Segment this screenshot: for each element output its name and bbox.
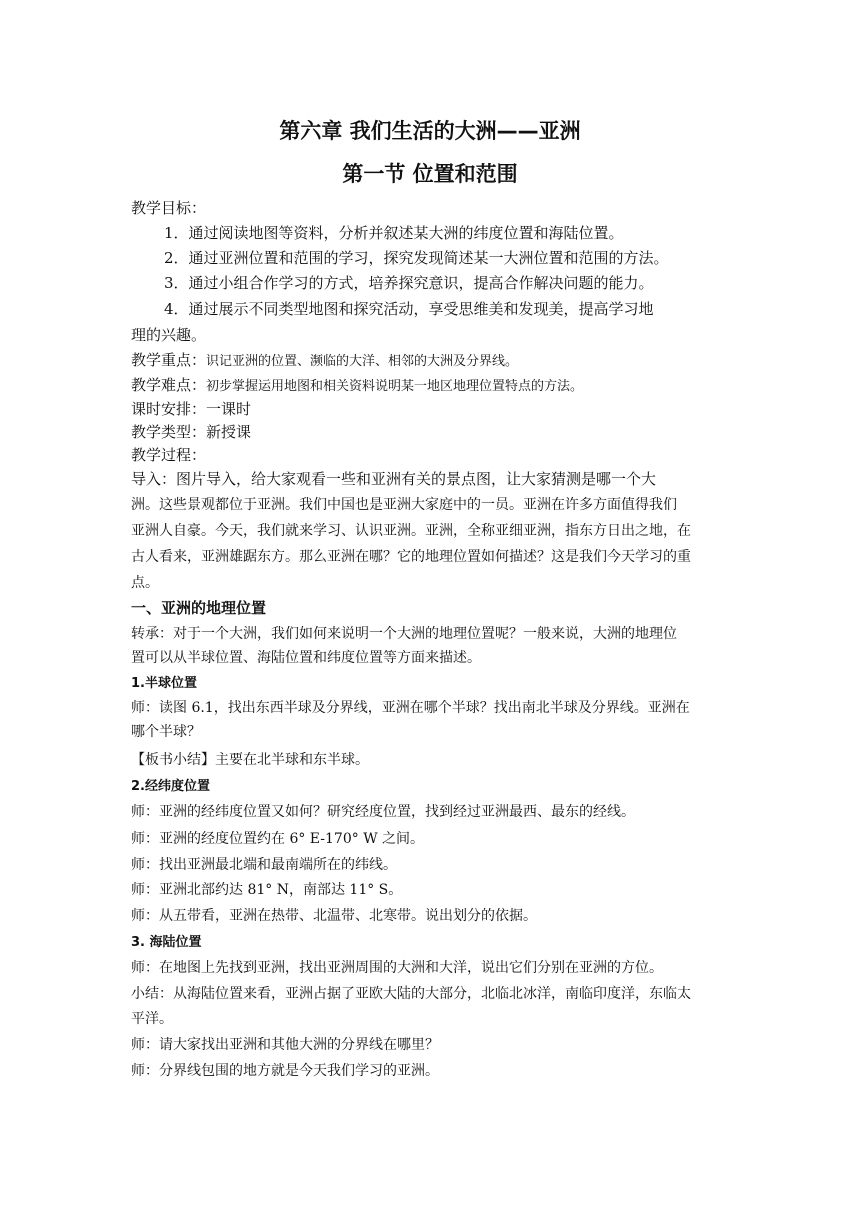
objective-1: 1．通过阅读地图等资料，分析并叙述某大洲的纬度位置和海陆位置。: [164, 224, 624, 242]
latlon-line: 师：亚洲北部约达 81° N，南部达 11° S。: [131, 882, 403, 898]
subheading-sea-land: 3. 海陆位置: [131, 935, 202, 950]
difficulty-text: 初步掌握运用地图和相关资料说明某一地区地理位置特点的方法。: [206, 379, 584, 394]
hemisphere-line: 师：读图 6.1，找出东西半球及分界线，亚洲在哪个半球？找出南北半球及分界线。亚洲在: [131, 700, 690, 716]
subheading-latlon: 2.经纬度位置: [131, 779, 210, 794]
sea-land-line: 师：分界线包围的地方就是今天我们学习的亚洲。: [131, 1063, 439, 1079]
intro-line: 导入：图片导入，给大家观看一些和亚洲有关的景点图，让大家猜测是哪一个大: [131, 470, 657, 488]
key-label: 教学重点：: [131, 351, 207, 369]
transition-line: 转承：对于一个大洲，我们如何来说明一个大洲的地理位置呢？一般来说，大洲的地理位: [131, 626, 677, 642]
board-summary: 【板书小结】主要在北半球和东半球。: [131, 752, 369, 768]
chapter-title: 第六章 我们生活的大洲——亚洲: [279, 119, 581, 143]
latlon-line: 师：从五带看，亚洲在热带、北温带、北寒带。说出划分的依据。: [131, 908, 537, 924]
latlon-line: 师：找出亚洲最北端和最南端所在的纬线。: [131, 857, 397, 873]
objective-4: 4．通过展示不同类型地图和探究活动，享受思维美和发现美，提高学习地: [164, 300, 654, 318]
intro-line: 洲。这些景观都位于亚洲。我们中国也是亚洲大家庭中的一员。亚洲在许多方面值得我们: [131, 497, 677, 513]
process-label: 教学过程：: [131, 446, 207, 464]
key-point: [131, 349, 731, 373]
transition-line: 置可以从半球位置、海陆位置和纬度位置等方面来描述。: [131, 650, 481, 666]
objective-2: 2．通过亚洲位置和范围的学习，探究发现简述某一大洲位置和范围的方法。: [164, 249, 669, 267]
lesson-type: 教学类型：新授课: [131, 423, 252, 441]
hemisphere-line: 哪个半球？: [131, 724, 201, 740]
sea-land-line: 师：在地图上先找到亚洲，找出亚洲周围的大洲和大洋，说出它们分别在亚洲的方位。: [131, 960, 663, 976]
objectives-label: 教学目标：: [131, 199, 207, 217]
sea-land-line: 平洋。: [131, 1011, 173, 1027]
section-heading: 一、亚洲的地理位置: [131, 599, 267, 617]
intro-line: 亚洲人自豪。今天，我们就来学习、认识亚洲。亚洲，全称亚细亚洲，指东方日出之地，在: [131, 523, 691, 539]
latlon-line: 师：亚洲的经纬度位置又如何？研究经度位置，找到经过亚洲最西、最东的经线。: [131, 804, 635, 820]
sea-land-line: 小结：从海陆位置来看，亚洲占据了亚欧大陆的大部分，北临北冰洋，南临印度洋，东临太: [131, 986, 691, 1002]
key-text: 识记亚洲的位置、濒临的大洋、相邻的大洲及分界线。: [206, 354, 519, 369]
section-title: 第一节 位置和范围: [342, 162, 518, 186]
difficulty-label: 教学难点：: [131, 376, 207, 394]
intro-line: 点。: [131, 575, 159, 591]
sea-land-line: 师：请大家找出亚洲和其他大洲的分界线在哪里？: [131, 1037, 439, 1053]
difficulty: [131, 374, 731, 398]
subheading-hemisphere: 1.半球位置: [131, 676, 197, 691]
objective-4-cont: 理的兴趣。: [131, 326, 207, 344]
objective-3: 3．通过小组合作学习的方式，培养探究意识，提高合作解决问题的能力。: [164, 274, 654, 292]
class-hours: 课时安排：一课时: [131, 400, 252, 418]
latlon-line: 师：亚洲的经度位置约在 6° E-170° W 之间。: [131, 831, 425, 847]
intro-line: 古人看来，亚洲雄踞东方。那么亚洲在哪？它的地理位置如何描述？这是我们今天学习的重: [131, 549, 691, 565]
